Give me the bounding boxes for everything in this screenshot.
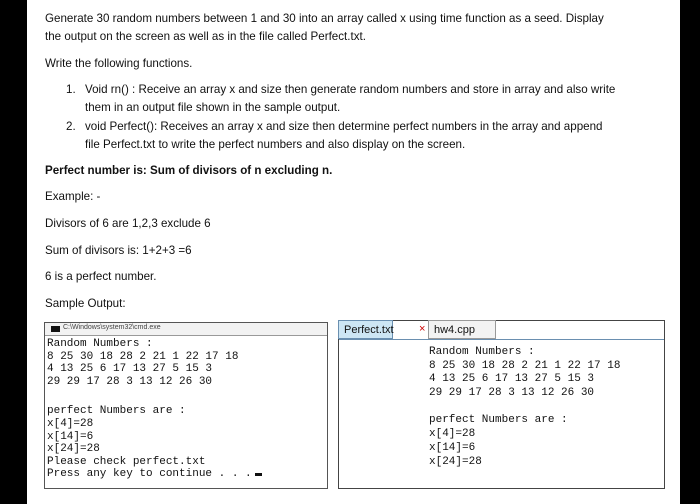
console-line: 29 29 17 28 3 13 12 26 30 (47, 375, 213, 388)
tab-divider (339, 339, 664, 340)
tab-perfect-txt[interactable] (338, 320, 393, 339)
console-line: x[24]=28 (47, 443, 100, 455)
function-2-line-1: void Perfect(): Receives an array x and size then determine perfect numbers in the array and append (85, 120, 603, 133)
function-1-line-1: Void rn() : Receive an array x and size then generate random numbers and store in array and also write (85, 83, 616, 96)
console-line: 8 25 30 18 28 2 21 1 22 17 18 (47, 350, 239, 363)
editor-tabs (339, 321, 664, 340)
function-1-line-2: them in an output file shown in the sample output. (85, 101, 341, 114)
tab-close-icon[interactable]: × (419, 323, 426, 335)
tab-hw4-cpp[interactable] (428, 320, 496, 339)
console-app-icon (51, 326, 60, 332)
write-heading: Write the following functions. (45, 57, 193, 70)
tab-perfect-txt-label: Perfect.txt (344, 324, 394, 336)
console-line: x[14]=6 (47, 430, 94, 443)
function-2-line-2: file Perfect.txt to write the perfect numbers and also display on the screen. (85, 138, 466, 151)
console-cursor (255, 473, 262, 476)
intro-line-1: Generate 30 random numbers between 1 and 30 into an array called x using time function as a seed. Display (45, 12, 604, 25)
document-page (27, 0, 680, 504)
file-line: 4 13 25 6 17 13 27 5 15 3 (429, 373, 595, 385)
console-line: Random Numbers : (47, 338, 153, 350)
console-line: x[4]=28 (47, 418, 94, 430)
file-line: x[4]=28 (429, 428, 476, 440)
console-prompt-text: Press any key to continue . . . (47, 468, 252, 480)
console-window (44, 322, 328, 489)
console-line: Please check perfect.txt (47, 455, 206, 468)
file-view-window (338, 320, 665, 489)
console-title-bar (45, 323, 327, 336)
file-line: x[24]=28 (429, 456, 482, 468)
console-line: 4 13 25 6 17 13 27 5 15 3 (47, 363, 213, 375)
sample-output-label: Sample Output: (45, 297, 126, 310)
perfect-definition: Perfect number is: Sum of divisors of n excluding n. (45, 164, 333, 177)
console-line: perfect Numbers are : (47, 405, 186, 417)
file-line: perfect Numbers are : (429, 414, 568, 426)
file-line: 29 29 17 28 3 13 12 26 30 (429, 386, 595, 399)
example-divisors: Divisors of 6 are 1,2,3 exclude 6 (45, 217, 211, 230)
file-line: Random Numbers : (429, 346, 535, 358)
file-line: x[14]=6 (429, 442, 476, 454)
function-1-number: 1. (66, 83, 76, 96)
console-title: C:\Windows\system32\cmd.exe (63, 324, 161, 331)
example-sum: Sum of divisors is: 1+2+3 =6 (45, 244, 192, 257)
file-line: 8 25 30 18 28 2 21 1 22 17 18 (429, 359, 621, 372)
tab-hw4-cpp-label: hw4.cpp (434, 324, 475, 336)
example-conclusion: 6 is a perfect number. (45, 270, 157, 283)
function-2-number: 2. (66, 120, 76, 133)
intro-line-2: the output on the screen as well as in the file called Perfect.txt. (45, 30, 366, 43)
console-line-last (47, 468, 262, 481)
example-label: Example: - (45, 190, 101, 203)
